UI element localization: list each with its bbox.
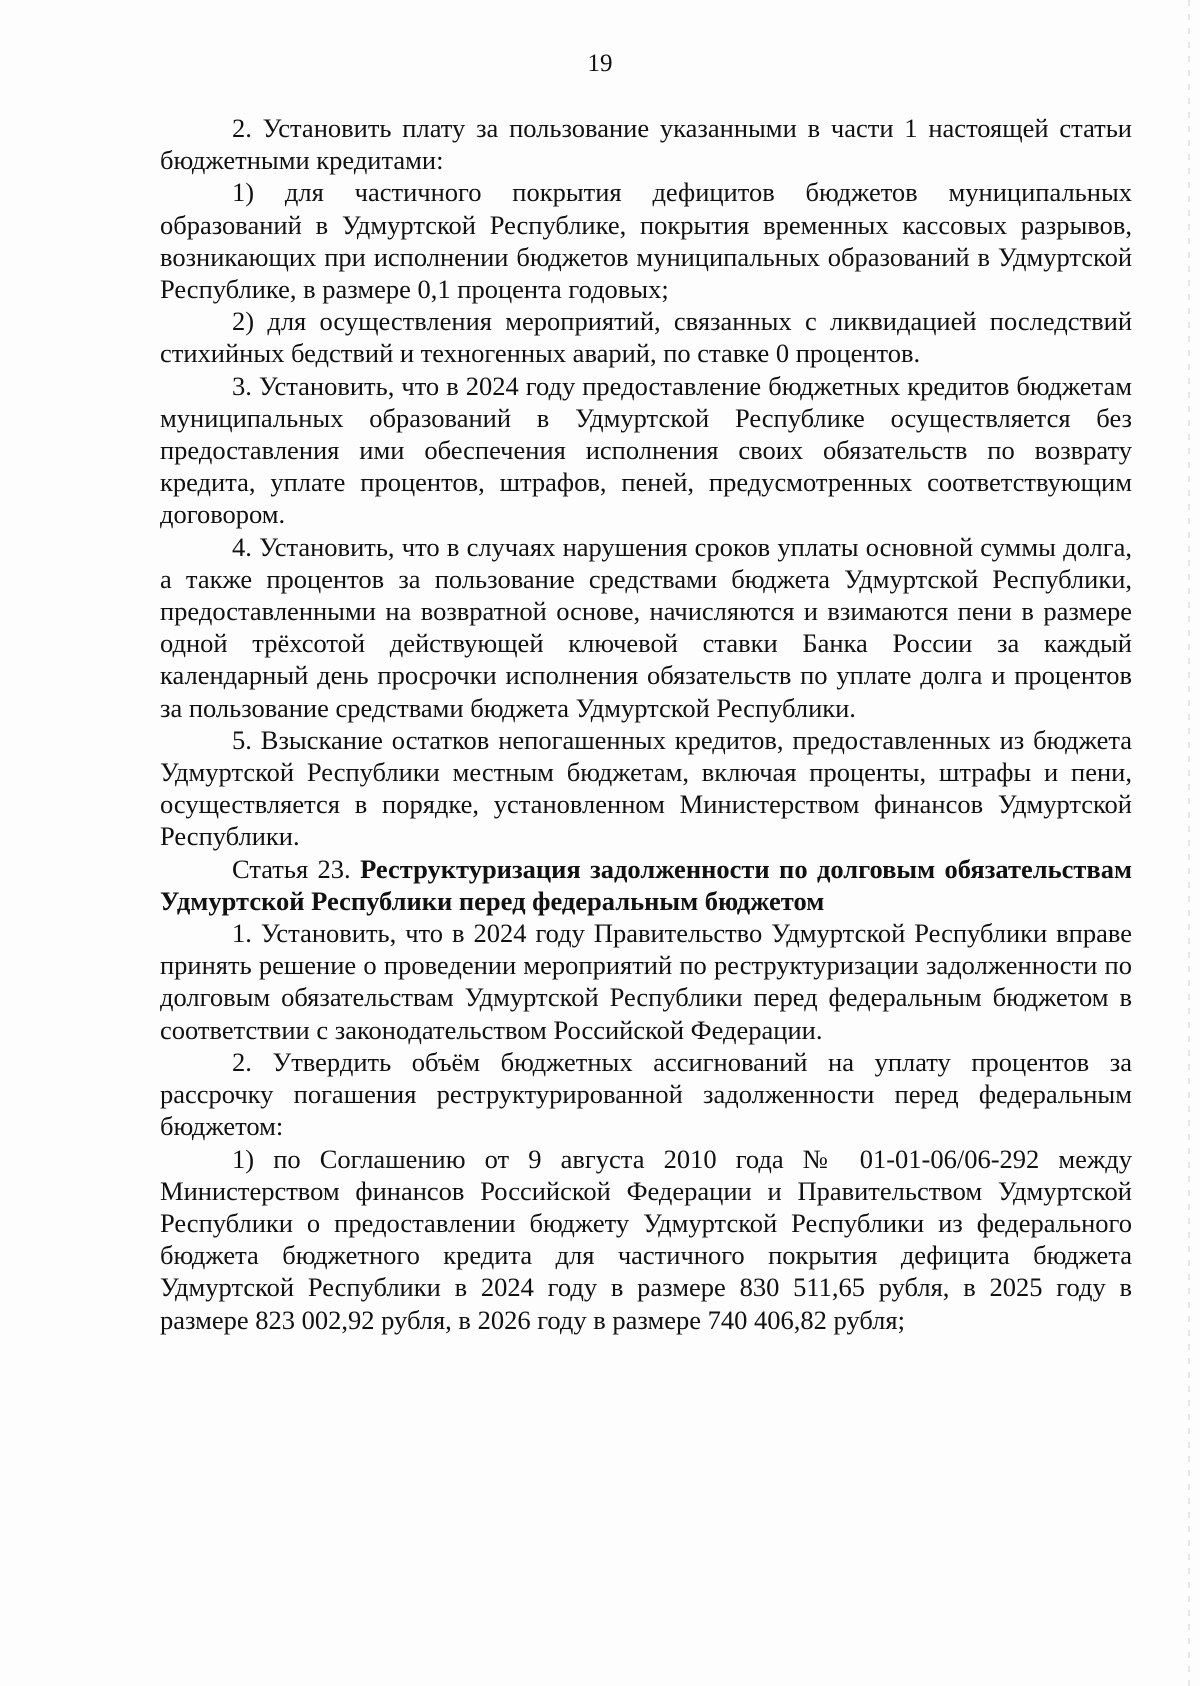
paragraph-2-item-2: 2) для осуществления мероприятий, связанных с ликвидацией последствий стихийных бедствий и техногенных аварий, по ставке 0 процентов. (160, 306, 1132, 369)
article-paragraph-2: 2. Утвердить объём бюджетных ассигнований на уплату процентов за рассрочку погашения реструктурированной задолженности перед федеральным бюджетом: (160, 1046, 1132, 1142)
article-title: Реструктуризация задолженности по долговым обязательствам Удмуртской Республики перед федеральным бюджетом (160, 853, 1132, 916)
paragraph-2-item-1: 1) для частичного покрытия дефицитов бюджетов муниципальных образований в Удмуртской Республике, покрытия временных кассовых разрывов, возникающих при исполнении бюджетов муниципальных образований в Удмуртской Республике, в размере 0,1 процента годовых; (160, 177, 1132, 305)
article-heading (160, 853, 1132, 917)
paragraph-4: 4. Установить, что в случаях нарушения сроков уплаты основной суммы долга, а также процентов за пользование средствами бюджета Удмуртской Республики, предоставленными на возвратной основе, начисляются и взимаются пени в размере одной трёхсотой действующей ключевой ставки Банка России за каждый календарный день просрочки исполнения обязательств по уплате долга и процентов за пользование средствами бюджета Удмуртской Республики. (160, 531, 1132, 723)
article-paragraph-1: 1. Установить, что в 2024 году Правительство Удмуртской Республики вправе принять решение о проведении мероприятий по реструктуризации задолженности по долговым обязательствам Удмуртской Республики перед федеральным бюджетом в соответствии с законодательством Российской Федерации. (160, 918, 1132, 1045)
paragraph-5: 5. Взыскание остатков непогашенных кредитов, предоставленных из бюджета Удмуртской Республики местным бюджетам, включая проценты, штрафы и пени, осуществляется в порядке, установленном Министерством финансов Удмуртской Республики. (160, 724, 1132, 852)
article-label: Статья 23. (232, 853, 351, 884)
paragraph-2: 2. Установить плату за пользование указанными в части 1 настоящей статьи бюджетными кредитами: (160, 113, 1132, 176)
paragraph-3: 3. Установить, что в 2024 году предоставление бюджетных кредитов бюджетам муниципальных образований в Удмуртской Республике осуществляется без предоставления ими обеспечения исполнения своих обязательств по возврату кредита, уплате процентов, штрафов, пеней, предусмотренных соответствующим договором. (160, 370, 1132, 530)
document-body (160, 112, 1132, 1336)
article-paragraph-2-item-1: 1) по Соглашению от 9 августа 2010 года № 01-01-06/06-292 между Министерством финансов Российской Федерации и Правительством Удмуртской Республики о предоставлении бюджету Удмуртской Республики из федерального бюджета бюджетного кредита для частичного покрытия дефицита бюджета Удмуртской Республики в 2024 году в размере 830 511,65 рубля, в 2025 году в размере 823 002,92 рубля, в 2026 году в размере 740 406,82 рубля; (160, 1143, 1132, 1335)
page-number: 19 (587, 50, 613, 77)
scan-edge-artifact (1188, 0, 1190, 1686)
